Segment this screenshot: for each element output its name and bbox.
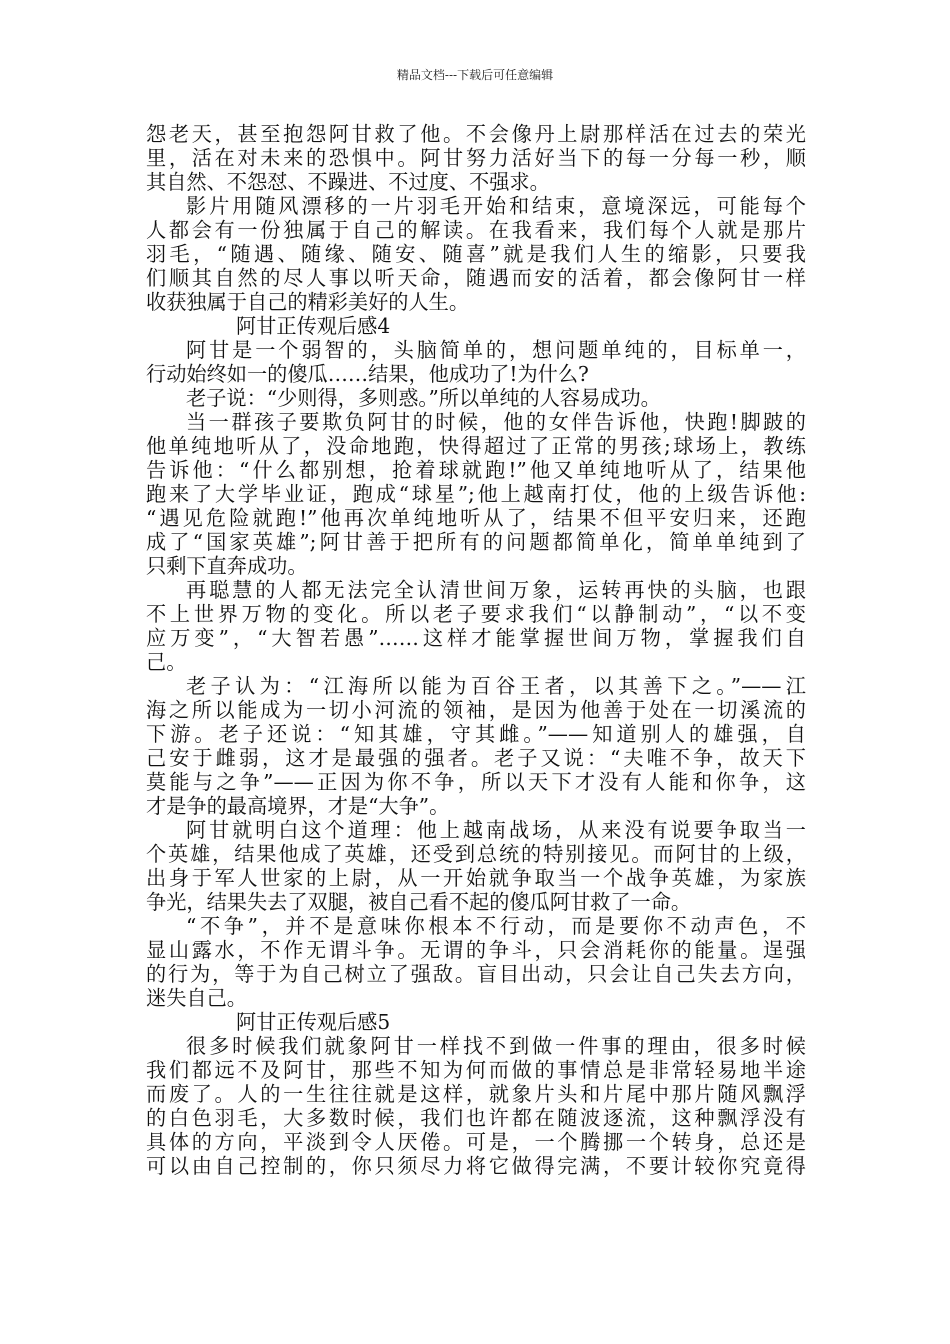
text-line: 告诉他：“什么都别想，抢着球就跑!”他又单纯地听从了，结果他 <box>146 458 806 482</box>
text-line: 其自然、不怨怼、不躁进、不过度、不强求。 <box>146 170 550 194</box>
text-line: 的白色羽毛，大多数时候，我们也许都在随波逐流，这种飘浮没有 <box>146 1106 806 1130</box>
text-line: 成了“国家英雄”;阿甘善于把所有的问题都简单化，简单单纯到了 <box>146 530 806 554</box>
text-line: 再聪慧的人都无法完全认清世间万象，运转再快的头脑，也跟 <box>186 578 806 602</box>
text-line: 显山露水，不作无谓斗争。无谓的争斗，只会消耗你的能量。逞强 <box>146 938 806 962</box>
text-line: “不争”，并不是意味你根本不行动，而是要你不动声色，不 <box>186 914 806 938</box>
page-header: 精品文档---下载后可任意编辑 <box>396 68 554 82</box>
text-line: 莫能与之争”——正因为你不争，所以天下才没有人能和你争，这 <box>146 770 806 794</box>
text-line: 他单纯地听从了，没命地跑，快得超过了正常的男孩;球场上，教练 <box>146 434 806 458</box>
section-heading: 阿甘正传观后感5 <box>236 1010 391 1034</box>
text-line: 具体的方向，平淡到令人厌倦。可是，一个腾挪一个转身，总还是 <box>146 1130 806 1154</box>
text-line: 的行为，等于为自己树立了强敌。盲目出动，只会让自己失去方向， <box>146 962 806 986</box>
text-line: 下游。老子还说：“知其雄，守其雌。”——知道别人的雄强，自 <box>146 722 806 746</box>
text-line: 可以由自己控制的，你只须尽力将它做得完满，不要计较你究竟得 <box>146 1154 806 1178</box>
text-line: 里，活在对未来的恐惧中。阿甘努力活好当下的每一分每一秒，顺 <box>146 146 806 170</box>
text-line: 迷失自己。 <box>146 986 247 1010</box>
text-line: 争光，结果失去了双腿，被自己看不起的傻瓜阿甘救了一命。 <box>146 890 692 914</box>
text-line: 很多时候我们就象阿甘一样找不到做一件事的理由，很多时候 <box>186 1034 806 1058</box>
text-line: 阿甘就明白这个道理：他上越南战场，从来没有说要争取当一 <box>186 818 806 842</box>
text-line: 羽毛，“随遇、随缘、随安、随喜”就是我们人生的缩影，只要我 <box>146 242 806 266</box>
text-line: 而废了。人的一生往往就是这样，就象片头和片尾中那片随风飘浮 <box>146 1082 806 1106</box>
text-line: 不上世界万物的变化。所以老子要求我们“以静制动”，“以不变 <box>146 602 806 626</box>
text-line: 应万变”，“大智若愚”……这样才能掌握世间万物，掌握我们自 <box>146 626 806 650</box>
text-line: 己。 <box>146 650 187 674</box>
text-line: “遇见危险就跑!”他再次单纯地听从了，结果不但平安归来，还跑 <box>146 506 806 530</box>
text-line: 们顺其自然的尽人事以听天命，随遇而安的活着，都会像阿甘一样 <box>146 266 806 290</box>
document-body <box>146 122 806 1178</box>
text-line: 行动始终如一的傻瓜……结果，他成功了!为什么? <box>146 362 589 386</box>
text-line: 跑来了大学毕业证，跑成“球星”;他上越南打仗，他的上级告诉他: <box>146 482 806 506</box>
text-line: 老子说：“少则得，多则惑。”所以单纯的人容易成功。 <box>186 386 661 410</box>
text-line: 收获独属于自己的精彩美好的人生。 <box>146 290 470 314</box>
text-line: 只剩下直奔成功。 <box>146 554 308 578</box>
text-line: 老子认为：“江海所以能为百谷王者，以其善下之。”——江 <box>186 674 806 698</box>
text-line: 己安于雌弱，这才是最强的强者。老子又说：“夫唯不争，故天下 <box>146 746 806 770</box>
section-heading: 阿甘正传观后感4 <box>236 314 391 338</box>
text-line: 出身于军人世家的上尉，从一开始就争取当一个战争英雄，为家族 <box>146 866 806 890</box>
text-line: 阿甘是一个弱智的，头脑简单的，想问题单纯的，目标单一， <box>186 338 806 362</box>
text-line: 怨老天，甚至抱怨阿甘救了他。不会像丹上尉那样活在过去的荣光 <box>146 122 806 146</box>
text-line: 影片用随风漂移的一片羽毛开始和结束，意境深远，可能每个 <box>186 194 806 218</box>
text-line: 才是争的最高境界，才是“大争”。 <box>146 794 450 818</box>
text-line: 个英雄，结果他成了英雄，还受到总统的特别接见。而阿甘的上级， <box>146 842 806 866</box>
text-line: 海之所以能成为一切小河流的领袖，是因为他善于处在一切溪流的 <box>146 698 806 722</box>
text-line: 我们都远不及阿甘，那些不知为何而做的事情总是非常轻易地半途 <box>146 1058 806 1082</box>
text-line: 当一群孩子要欺负阿甘的时候，他的女伴告诉他，快跑!脚跛的 <box>186 410 806 434</box>
text-line: 人都会有一份独属于自己的解读。在我看来，我们每个人就是那片 <box>146 218 806 242</box>
